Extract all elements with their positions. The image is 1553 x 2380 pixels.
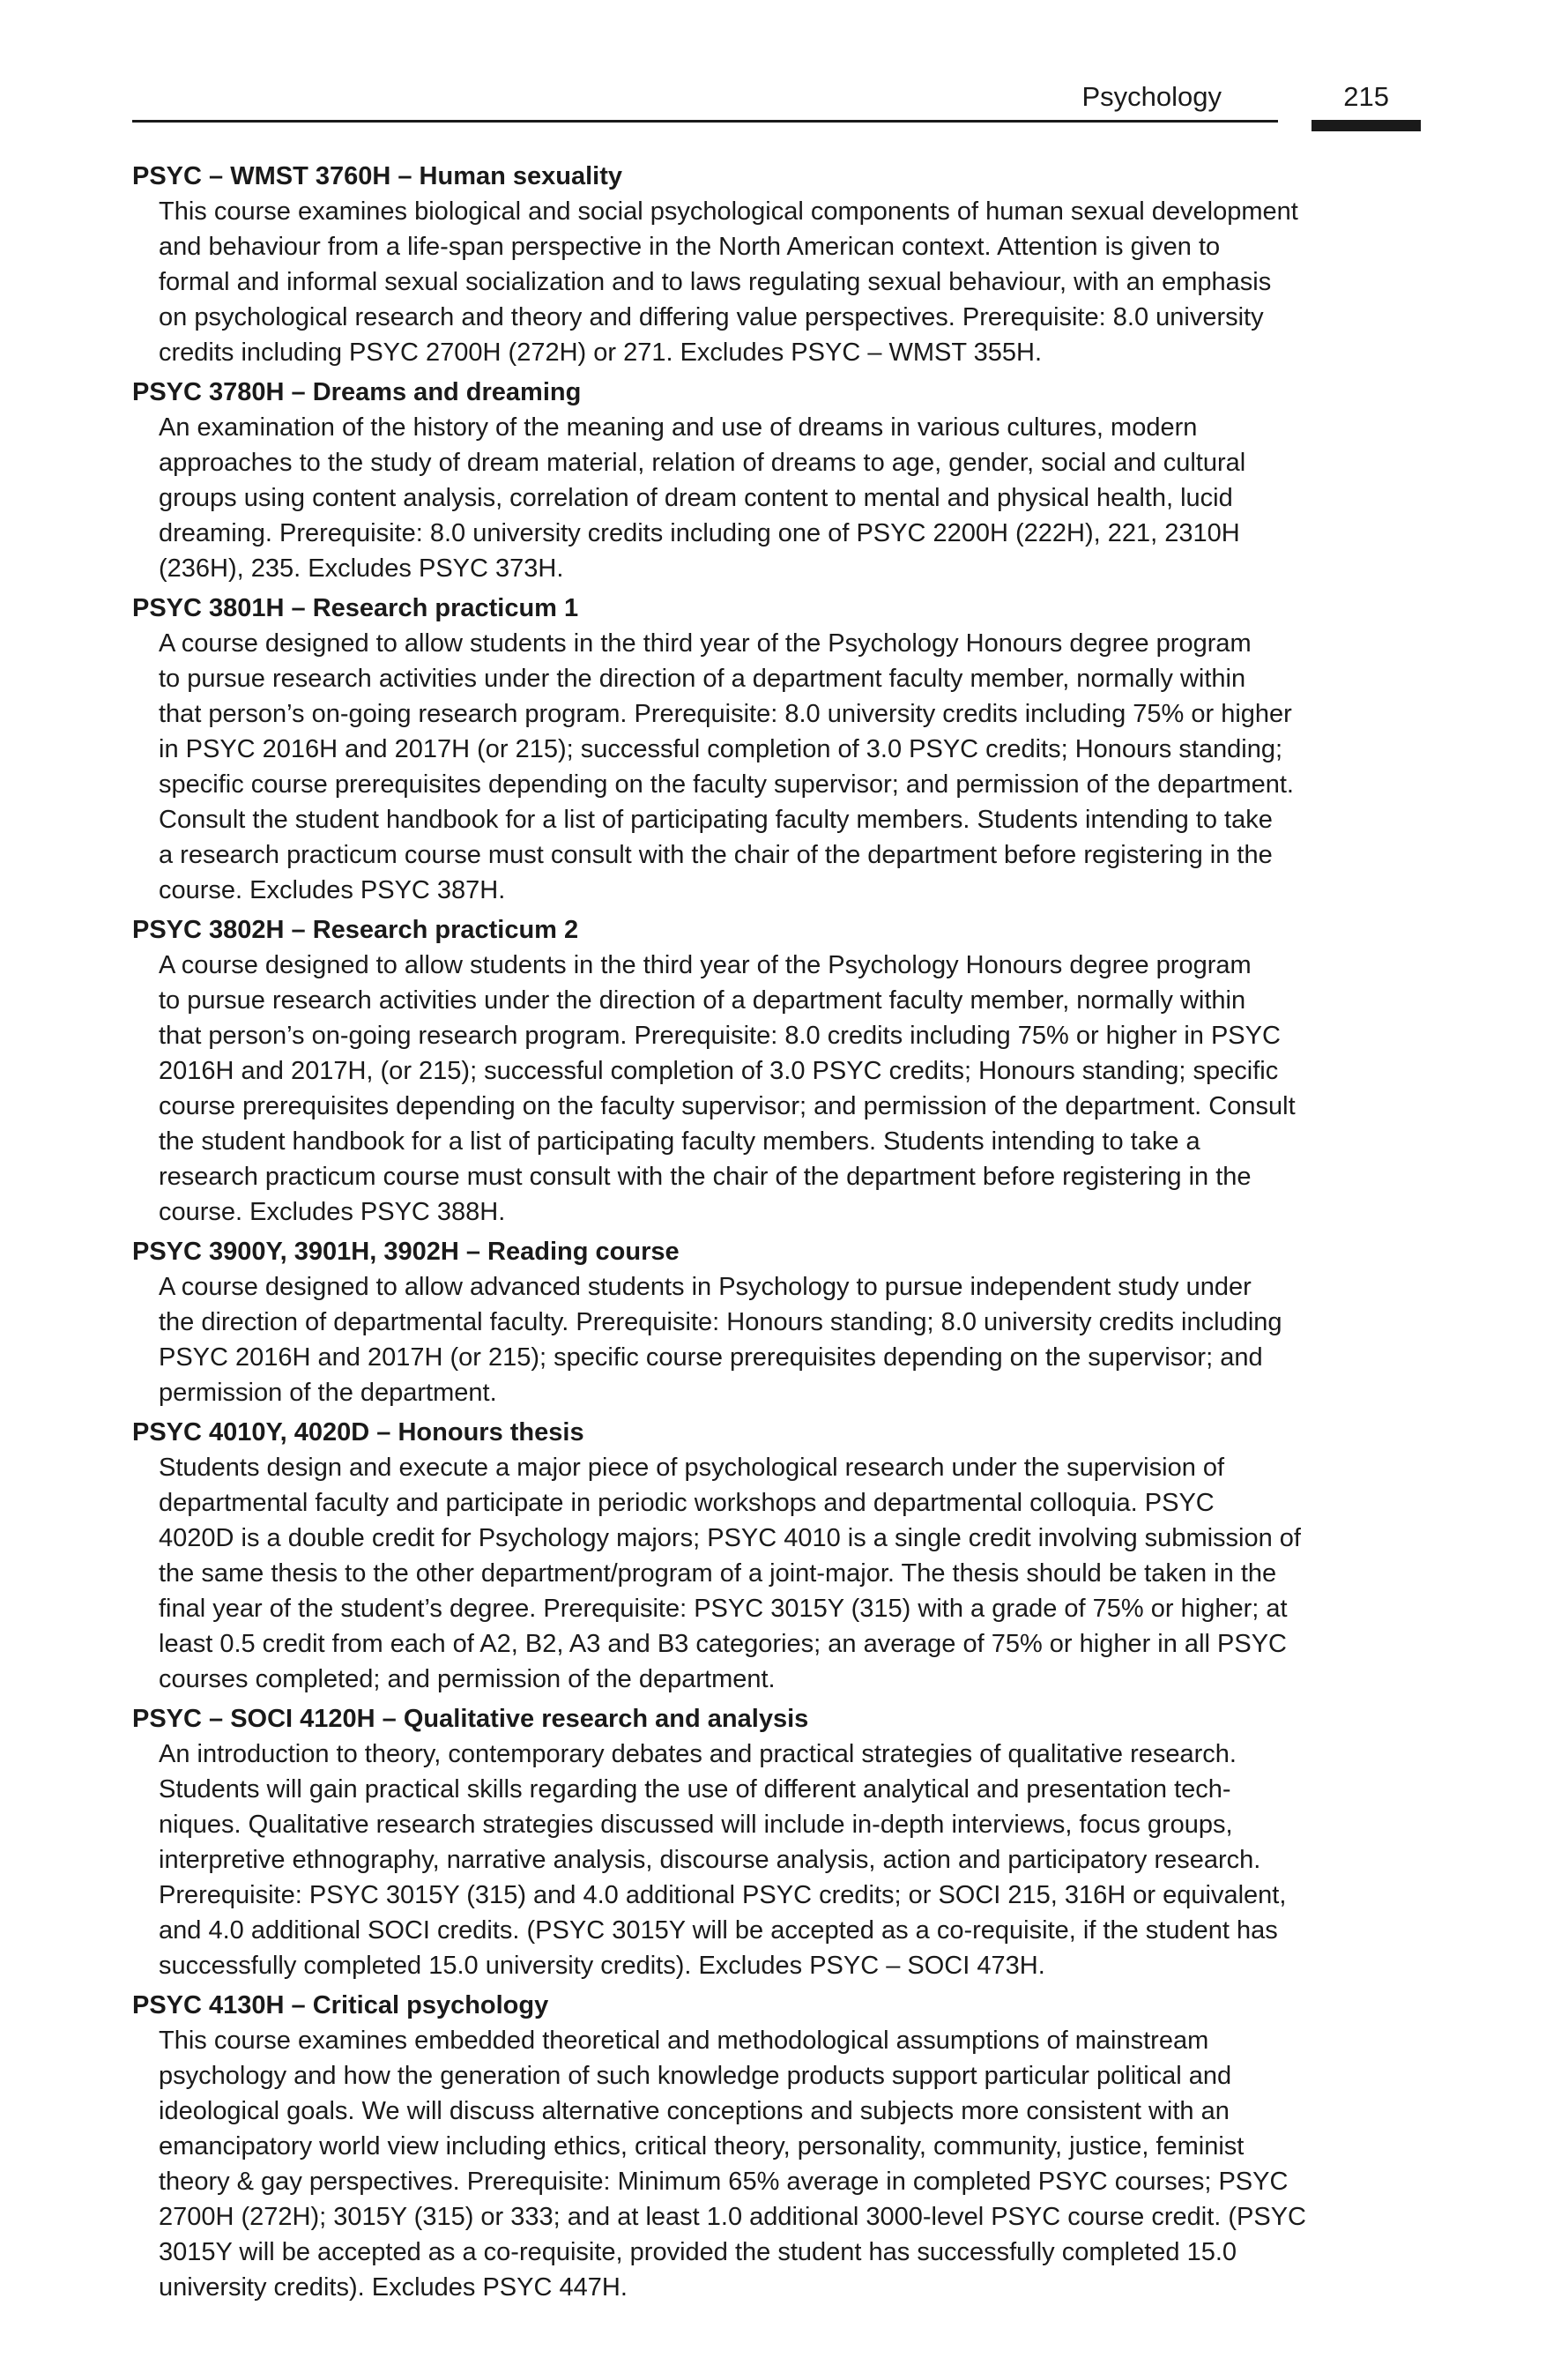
course-title: PSYC 3780H – Dreams and dreaming — [132, 378, 582, 406]
course-title: PSYC 4010Y, 4020D – Honours thesis — [132, 1418, 584, 1447]
course-description: An examination of the history of the meaning and use of dreams in various cultures, modern approaches to the study of dream material, relation of dreams to age, gender, social and cultural groups using content analysis, correlation of dream content to mental and physical health, lucid dreaming. Prerequisite: 8.0 university credits including one of PSYC 2200H (222H), 221, 2310H (236H), 235. Excludes PSYC 373H. — [159, 413, 1246, 583]
course-description: Students design and execute a major piece of psychological research under the supervision of departmental faculty and participate in periodic workshops and departmental colloquia. PSYC 4020D is a double credit for Psychology majors; PSYC 4010 is a single credit involving submission of the same thesis to the other department/program of a joint-major. The thesis should be taken in the final year of the student’s degree. Prerequisite: PSYC 3015Y (315) with a grade of 75% or higher; at least 0.5 credit from each of A2, B2, A3 and B3 categories; an average of 75% or higher in all PSYC courses completed; and permission of the department. — [159, 1454, 1301, 1693]
course-entry — [132, 591, 1423, 908]
course-description: An introduction to theory, contemporary debates and practical strategies of qualitative research. Students will gain practical skills regarding the use of different analytical and presentation tech- niques. Qualitative research strategies discussed will include in-depth interviews, focus groups, interpretive ethnography, narrative analysis, discourse analysis, action and participatory research. Prerequisite: PSYC 3015Y (315) and 4.0 additional PSYC credits; or SOCI 215, 316H or equivalent, and 4.0 additional SOCI credits. (PSYC 3015Y will be accepted as a co-requisite, if the student has successfully completed 15.0 university credits). Excludes PSYC – SOCI 473H. — [159, 1740, 1287, 1980]
course-list — [132, 159, 1423, 2309]
course-title: PSYC – WMST 3760H – Human sexuality — [132, 162, 623, 190]
course-entry — [132, 1701, 1423, 1983]
course-entry — [132, 1415, 1423, 1697]
course-description: This course examines embedded theoretical and methodological assumptions of mainstream psychology and how the generation of such knowledge products support particular political and ideological goals. We will discuss alternative conceptions and subjects more consistent with an emancipatory world view including ethics, critical theory, personality, community, justice, feminist theory & gay perspectives. Prerequisite: Minimum 65% average in completed PSYC courses; PSYC 2700H (272H); 3015Y (315) or 333; and at least 1.0 additional 3000-level PSYC course credit. (PSYC 3015Y will be accepted as a co-requisite, provided the student has successfully completed 15.0 university credits). Excludes PSYC 447H. — [159, 2027, 1306, 2302]
course-title: PSYC 3801H – Research practicum 1 — [132, 594, 579, 622]
course-entry — [132, 375, 1423, 586]
course-title: PSYC 4130H – Critical psychology — [132, 1991, 549, 2019]
course-entry — [132, 159, 1423, 370]
course-description: A course designed to allow students in the third year of the Psychology Honours degree program to pursue research activities under the direction of a department faculty member, normally within that person’s on-going research program. Prerequisite: 8.0 university credits including 75% or higher in PSYC 2016H and 2017H (or 215); successful completion of 3.0 PSYC credits; Honours standing; specific course prerequisites depending on the faculty supervisor; and permission of the department. Consult the student handbook for a list of participating faculty members. Students intending to take a research practicum course must consult with the chair of the department before registering in the course. Excludes PSYC 387H. — [159, 629, 1294, 904]
section-title: Psychology — [1081, 81, 1222, 112]
header-thumb-bar — [1312, 120, 1421, 131]
page-number: 215 — [1343, 81, 1389, 112]
course-entry — [132, 1988, 1423, 2305]
course-description: A course designed to allow students in the third year of the Psychology Honours degree program to pursue research activities under the direction of a department faculty member, normally within that person’s on-going research program. Prerequisite: 8.0 credits including 75% or higher in PSYC 2016H and 2017H, (or 215); successful completion of 3.0 PSYC credits; Honours standing; specific course prerequisites depending on the faculty supervisor; and permission of the department. Consult the student handbook for a list of participating faculty members. Students intending to take a research practicum course must consult with the chair of the department before registering in the course. Excludes PSYC 388H. — [159, 951, 1296, 1226]
course-description: A course designed to allow advanced students in Psychology to pursue independent study under the direction of departmental faculty. Prerequisite: Honours standing; 8.0 university credits including PSYC 2016H and 2017H (or 215); specific course prerequisites depending on the supervisor; and permission of the department. — [159, 1273, 1282, 1407]
course-title: PSYC 3802H – Research practicum 2 — [132, 916, 579, 944]
course-description: This course examines biological and social psychological components of human sexual development and behaviour from a life-span perspective in the North American context. Attention is given to formal and informal sexual socialization and to laws regulating sexual behaviour, with an emphasis on psychological research and theory and differing value perspectives. Prerequisite: 8.0 university credits including PSYC 2700H (272H) or 271. Excludes PSYC – WMST 355H. — [159, 197, 1298, 367]
course-entry — [132, 912, 1423, 1230]
header-rule — [132, 120, 1278, 123]
course-entry — [132, 1234, 1423, 1410]
running-header — [132, 76, 1421, 122]
course-title: PSYC – SOCI 4120H – Qualitative research and analysis — [132, 1705, 809, 1733]
course-title: PSYC 3900Y, 3901H, 3902H – Reading course — [132, 1238, 680, 1266]
